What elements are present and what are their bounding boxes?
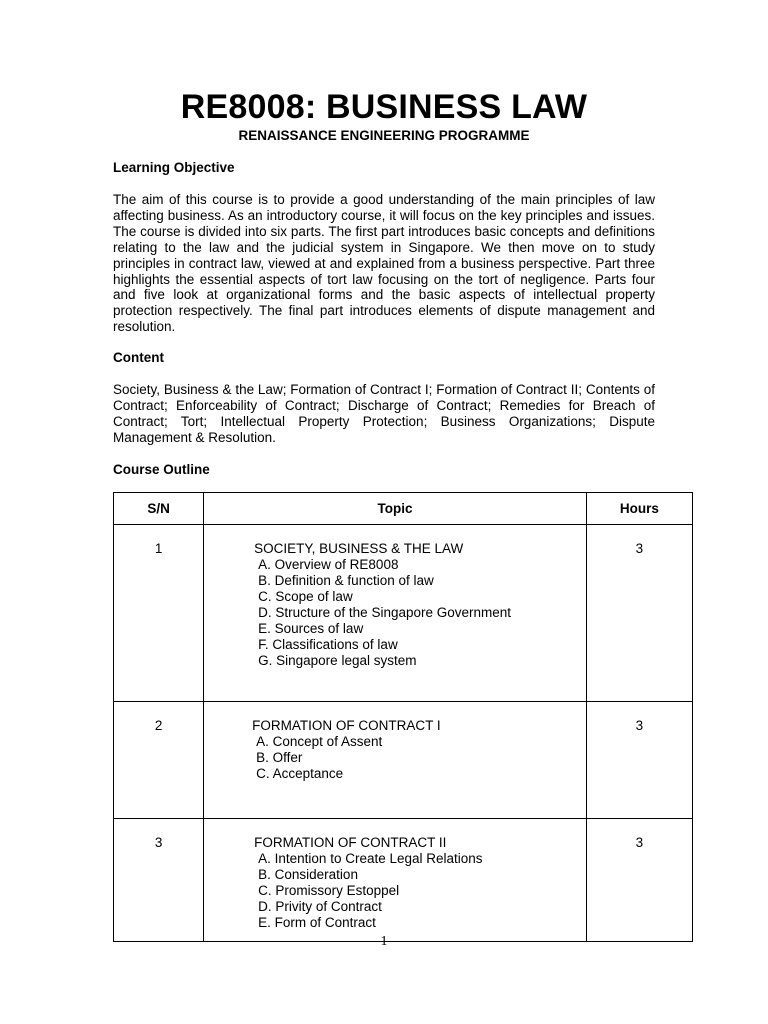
topic-title: SOCIETY, BUSINESS & THE LAW	[254, 541, 464, 556]
subtopic: B. Offer	[256, 750, 303, 765]
learning-objective-text: The aim of this course is to provide a good understanding of the main principles of law affecting business. As an introductory course, it will focus on the key principles and issues. The course is divided into six parts. The first part introduces basic concepts and definitions relating to the law and the judicial system in Singapore. We then move on to study principles in contract law, viewed at and explained from a business perspective. Part three highlights the essential aspects of tort law focusing on the tort of negligence. Parts four and five look at organizational forms and the basic aspects of intellectual property protection respectively. The final part introduces elements of dispute management and resolution.	[113, 192, 655, 335]
table-header-row	[114, 493, 693, 525]
subtopic: E. Sources of law	[258, 621, 364, 636]
table-row	[114, 702, 693, 819]
row-topic	[204, 525, 587, 702]
row-sn: 2	[114, 702, 204, 819]
subtopic: C. Scope of law	[258, 589, 353, 604]
table-row	[114, 525, 693, 702]
table-row	[114, 819, 693, 942]
page-number: 1	[380, 934, 388, 949]
subtopic: B. Definition & function of law	[258, 573, 434, 588]
row-hours: 3	[586, 702, 692, 819]
subtopic: E. Form of Contract	[258, 915, 376, 930]
subtopic: B. Consideration	[258, 867, 358, 882]
topic-title: FORMATION OF CONTRACT I	[252, 718, 441, 733]
subtopic: C. Acceptance	[256, 766, 344, 781]
topic-title: FORMATION OF CONTRACT II	[254, 835, 447, 850]
subtopic: C. Promissory Estoppel	[258, 883, 400, 898]
header-hours: Hours	[586, 493, 692, 525]
course-outline-heading: Course Outline	[113, 462, 210, 477]
document-title: RE8008: BUSINESS LAW	[180, 88, 588, 126]
learning-objective-heading: Learning Objective	[113, 160, 235, 175]
subtopic: D. Privity of Contract	[258, 899, 382, 914]
subtopic: F. Classifications of law	[258, 637, 398, 652]
subtopic: A. Intention to Create Legal Relations	[258, 851, 483, 866]
row-topic	[204, 819, 587, 942]
course-outline-table	[113, 492, 693, 942]
subtopic: D. Structure of the Singapore Government	[258, 605, 512, 620]
subtopic: A. Concept of Assent	[256, 734, 383, 749]
document-subtitle: RENAISSANCE ENGINEERING PROGRAMME	[238, 128, 530, 143]
content-heading: Content	[113, 350, 164, 365]
row-hours: 3	[586, 525, 692, 702]
header-topic: Topic	[204, 493, 587, 525]
row-sn: 3	[114, 819, 204, 942]
row-hours: 3	[586, 819, 692, 942]
row-topic	[204, 702, 587, 819]
subtopic: G. Singapore legal system	[258, 653, 417, 668]
content-text: Society, Business & the Law; Formation of Contract I; Formation of Contract II; Contents of Contract; Enforceability of Contract; Discharge of Contract; Remedies for Breach of Contract; Tort; Intellectual Property Protection; Business Organizations; Dispute Management & Resolution.	[113, 382, 655, 445]
subtopic: A. Overview of RE8008	[258, 557, 399, 572]
header-sn: S/N	[114, 493, 204, 525]
row-sn: 1	[114, 525, 204, 702]
